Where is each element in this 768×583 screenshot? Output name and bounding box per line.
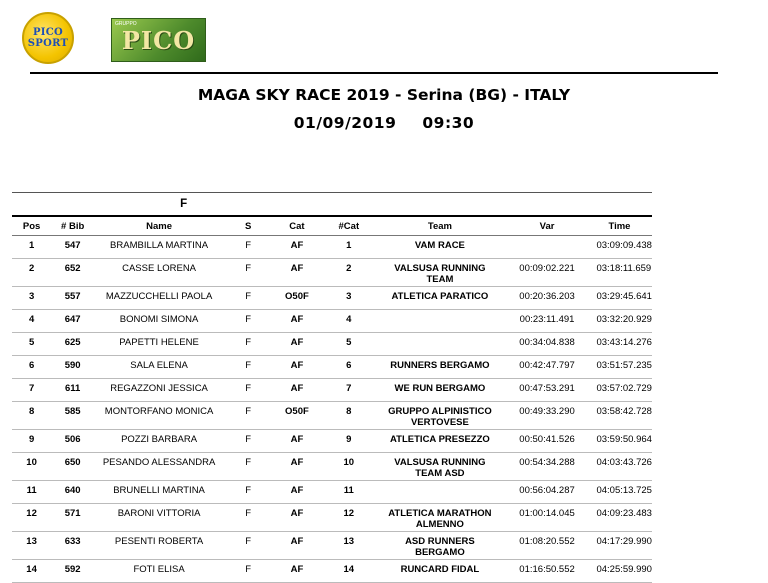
team-line1: VAM RACE: [414, 240, 465, 251]
cell-cat: AF: [272, 481, 321, 504]
cell-cat: AF: [272, 356, 321, 379]
cell-time: 03:59:50.964: [590, 430, 652, 453]
cell-cat: AF: [272, 430, 321, 453]
cell-bib: 571: [51, 504, 94, 532]
cell-catpos: 3: [321, 287, 376, 310]
cell-time: 03:58:42.728: [590, 402, 652, 430]
table-row: [12, 430, 652, 453]
cell-bib: 585: [51, 402, 94, 430]
cell-bib: 652: [51, 259, 94, 287]
team-line1: WE RUN BERGAMO: [394, 383, 486, 394]
race-title: MAGA SKY RACE 2019 - Serina (BG) - ITALY: [197, 86, 571, 104]
cell-var: 00:56:04.287: [504, 481, 591, 504]
team-line2: TEAM: [426, 274, 454, 285]
cell-catpos: 14: [321, 560, 376, 583]
cell-sex: F: [224, 333, 272, 356]
cell-time: 03:43:14.276: [590, 333, 652, 356]
cell-time: 03:29:45.641: [590, 287, 652, 310]
cell-var: 01:16:50.552: [504, 560, 591, 583]
cell-pos: 5: [12, 333, 51, 356]
cell-catpos: 12: [321, 504, 376, 532]
cell-cat: O50F: [272, 287, 321, 310]
cell-pos: 9: [12, 430, 51, 453]
col-header-bib: # Bib: [51, 216, 94, 236]
cell-team: [376, 402, 503, 430]
cell-bib: 640: [51, 481, 94, 504]
cell-sex: F: [224, 287, 272, 310]
cell-time: 03:51:57.235: [590, 356, 652, 379]
cell-sex: F: [224, 453, 272, 481]
cell-sex: F: [224, 402, 272, 430]
cell-time: 04:17:29.990: [590, 532, 652, 560]
race-datetime: [0, 114, 768, 132]
team-line1: ASD RUNNERS: [405, 536, 475, 547]
cell-pos: 12: [12, 504, 51, 532]
cell-pos: 1: [12, 236, 51, 259]
cell-catpos: 9: [321, 430, 376, 453]
table-row: [12, 310, 652, 333]
cell-catpos: 4: [321, 310, 376, 333]
cell-sex: F: [224, 379, 272, 402]
col-header-sex: S: [224, 216, 272, 236]
table-row: [12, 287, 652, 310]
cell-var: 00:42:47.797: [504, 356, 591, 379]
cell-sex: F: [224, 481, 272, 504]
cell-team: [376, 310, 503, 333]
cell-bib: 506: [51, 430, 94, 453]
cell-name: BONOMI SIMONA: [94, 310, 224, 333]
cell-team: [376, 259, 503, 287]
cell-catpos: 8: [321, 402, 376, 430]
cell-sex: F: [224, 259, 272, 287]
cell-team: [376, 532, 503, 560]
cell-bib: 633: [51, 532, 94, 560]
team-line1: RUNNERS BERGAMO: [390, 360, 490, 371]
cell-pos: 14: [12, 560, 51, 583]
cell-var: 00:49:33.290: [504, 402, 591, 430]
cell-catpos: 10: [321, 453, 376, 481]
cell-name: FOTI ELISA: [94, 560, 224, 583]
col-header-pos: Pos: [12, 216, 51, 236]
team-line1: RUNCARD FIDAL: [400, 564, 480, 575]
cell-name: REGAZZONI JESSICA: [94, 379, 224, 402]
cell-sex: F: [224, 560, 272, 583]
cell-catpos: 6: [321, 356, 376, 379]
cell-team: [376, 453, 503, 481]
cell-pos: 6: [12, 356, 51, 379]
team-line1: GRUPPO ALPINISTICO: [388, 406, 492, 417]
cell-pos: 4: [12, 310, 51, 333]
cell-cat: AF: [272, 532, 321, 560]
cell-bib: 650: [51, 453, 94, 481]
cell-bib: 611: [51, 379, 94, 402]
team-line2: BERGAMO: [415, 547, 465, 558]
col-header-team: Team: [376, 216, 503, 236]
cell-team: [376, 236, 503, 259]
cell-name: PAPETTI HELENE: [94, 333, 224, 356]
cell-bib: 547: [51, 236, 94, 259]
cell-bib: 592: [51, 560, 94, 583]
cell-time: 04:25:59.990: [590, 560, 652, 583]
group-header-row: [12, 193, 652, 217]
cell-bib: 557: [51, 287, 94, 310]
cell-time: 03:32:20.929: [590, 310, 652, 333]
table-row: [12, 259, 652, 287]
cell-name: BRAMBILLA MARTINA: [94, 236, 224, 259]
cell-var: [504, 236, 591, 259]
cell-time: 03:57:02.729: [590, 379, 652, 402]
cell-team: [376, 379, 503, 402]
cell-catpos: 13: [321, 532, 376, 560]
cell-team: [376, 287, 503, 310]
cell-cat: AF: [272, 504, 321, 532]
cell-catpos: 5: [321, 333, 376, 356]
cell-var: 00:23:11.491: [504, 310, 591, 333]
cell-var: 00:54:34.288: [504, 453, 591, 481]
pico-sport-logo: [22, 12, 74, 64]
logo-text-line1: PICO: [32, 27, 64, 38]
cell-team: [376, 430, 503, 453]
cell-time: 03:09:09.438: [590, 236, 652, 259]
team-line1: ATLETICA PARATICO: [391, 291, 489, 302]
cell-sex: F: [224, 356, 272, 379]
cell-name: BARONI VITTORIA: [94, 504, 224, 532]
pico-group-logo: [111, 18, 206, 62]
cell-team: [376, 481, 503, 504]
cell-time: 04:03:43.726: [590, 453, 652, 481]
table-row: [12, 333, 652, 356]
cell-catpos: 11: [321, 481, 376, 504]
cell-pos: 2: [12, 259, 51, 287]
cell-pos: 7: [12, 379, 51, 402]
race-date: 01/09/2019: [293, 114, 397, 132]
col-header-name: Name: [94, 216, 224, 236]
cell-cat: AF: [272, 560, 321, 583]
cell-sex: F: [224, 310, 272, 333]
cell-var: 00:47:53.291: [504, 379, 591, 402]
cell-name: POZZI BARBARA: [94, 430, 224, 453]
team-line1: ATLETICA MARATHON: [388, 508, 492, 519]
team-line1: VALSUSA RUNNING: [394, 263, 486, 274]
team-line1: ATLETICA PRESEZZO: [390, 434, 490, 445]
cell-cat: AF: [272, 379, 321, 402]
header-divider: [30, 72, 718, 74]
table-row: [12, 504, 652, 532]
cell-team: [376, 356, 503, 379]
cell-pos: 11: [12, 481, 51, 504]
table-row: [12, 379, 652, 402]
cell-pos: 8: [12, 402, 51, 430]
cell-bib: 590: [51, 356, 94, 379]
table-row: [12, 532, 652, 560]
logo-small-text: GRUPPO: [115, 21, 137, 27]
table-row: [12, 356, 652, 379]
column-header-row: [12, 216, 652, 236]
cell-name: PESANDO ALESSANDRA: [94, 453, 224, 481]
cell-sex: F: [224, 236, 272, 259]
cell-name: MONTORFANO MONICA: [94, 402, 224, 430]
cell-cat: AF: [272, 453, 321, 481]
cell-name: BRUNELLI MARTINA: [94, 481, 224, 504]
cell-sex: F: [224, 504, 272, 532]
table-row: [12, 402, 652, 430]
table-row: [12, 236, 652, 259]
cell-pos: 10: [12, 453, 51, 481]
race-time: 09:30: [422, 114, 475, 132]
cell-name: MAZZUCCHELLI PAOLA: [94, 287, 224, 310]
logo-text-line2: SPORT: [27, 38, 69, 49]
cell-sex: F: [224, 532, 272, 560]
cell-cat: O50F: [272, 402, 321, 430]
cell-catpos: 7: [321, 379, 376, 402]
cell-team: [376, 333, 503, 356]
cell-var: 01:00:14.045: [504, 504, 591, 532]
cell-cat: AF: [272, 333, 321, 356]
cell-team: [376, 504, 503, 532]
cell-name: CASSE LORENA: [94, 259, 224, 287]
team-line1: VALSUSA RUNNING: [394, 457, 486, 468]
team-line2: ALMENNO: [415, 519, 464, 530]
team-line2: TEAM ASD: [415, 468, 465, 479]
cell-var: 00:20:36.203: [504, 287, 591, 310]
cell-sex: F: [224, 430, 272, 453]
cell-bib: 647: [51, 310, 94, 333]
cell-cat: AF: [272, 236, 321, 259]
cell-var: 01:08:20.552: [504, 532, 591, 560]
cell-bib: 625: [51, 333, 94, 356]
cell-name: SALA ELENA: [94, 356, 224, 379]
cell-pos: 3: [12, 287, 51, 310]
group-label: F: [94, 193, 652, 217]
col-header-cat: Cat: [272, 216, 321, 236]
cell-var: 00:50:41.526: [504, 430, 591, 453]
table-row: [12, 560, 652, 583]
col-header-catpos: #Cat: [321, 216, 376, 236]
cell-catpos: 2: [321, 259, 376, 287]
cell-cat: AF: [272, 310, 321, 333]
cell-catpos: 1: [321, 236, 376, 259]
cell-team: [376, 560, 503, 583]
cell-name: PESENTI ROBERTA: [94, 532, 224, 560]
cell-time: 03:18:11.659: [590, 259, 652, 287]
col-header-time: Time: [590, 216, 652, 236]
col-header-var: Var: [504, 216, 591, 236]
cell-var: 00:34:04.838: [504, 333, 591, 356]
cell-cat: AF: [272, 259, 321, 287]
team-line2: VERTOVESE: [410, 417, 469, 428]
cell-time: 04:05:13.725: [590, 481, 652, 504]
table-row: [12, 453, 652, 481]
cell-time: 04:09:23.483: [590, 504, 652, 532]
results-table: [12, 192, 652, 583]
logo-main-text: PICO: [121, 25, 196, 55]
cell-var: 00:09:02.221: [504, 259, 591, 287]
cell-pos: 13: [12, 532, 51, 560]
table-row: [12, 481, 652, 504]
